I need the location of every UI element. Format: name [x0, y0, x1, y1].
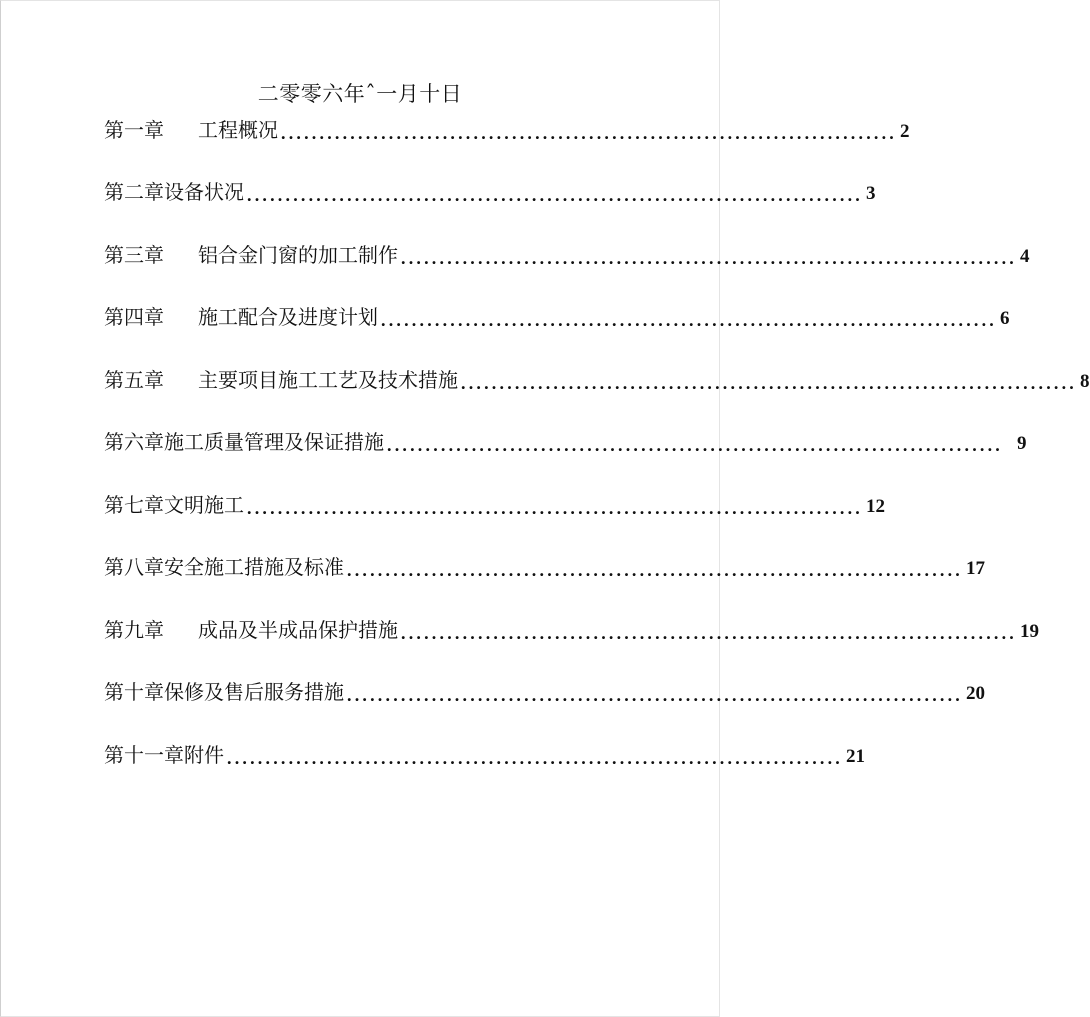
toc-leader-dots: ................................................................................	[247, 498, 863, 518]
toc-title: 设备状况	[164, 180, 244, 204]
toc-leader-dots: ................................................................................	[387, 435, 1003, 455]
toc-leader-dots: ................................................................................	[381, 310, 997, 330]
toc-page-number: 2	[900, 121, 910, 142]
toc-chapter-label: 第一章	[104, 118, 164, 142]
toc-page-number: 17	[966, 558, 985, 579]
toc-entry-9[interactable]	[104, 613, 1039, 643]
toc-leader-dots: ................................................................................	[347, 685, 963, 705]
toc-leader-dots: ................................................................................	[281, 123, 897, 143]
toc-chapter-label: 第二章	[104, 180, 164, 204]
toc-chapter-label: 第八章	[104, 555, 164, 579]
toc-leader-dots: ................................................................................	[247, 185, 863, 205]
toc-chapter-label: 第十一章	[104, 743, 184, 767]
toc-title: 主要项目施工工艺及技术措施	[198, 368, 458, 392]
toc-chapter-label: 第三章	[104, 243, 164, 267]
toc-leader-dots: ................................................................................	[401, 623, 1017, 643]
toc-leader-dots: ................................................................................	[461, 373, 1077, 393]
toc-page-number: 12	[866, 496, 885, 517]
toc-chapter-label: 第六章	[104, 430, 164, 454]
toc-page-number: 9	[1017, 433, 1027, 454]
toc-entry-10[interactable]	[104, 675, 985, 705]
toc-title: 文明施工	[164, 493, 244, 517]
toc-chapter-label: 第四章	[104, 305, 164, 329]
toc-leader-dots: ................................................................................	[401, 248, 1017, 268]
toc-entry-3[interactable]	[104, 238, 1030, 268]
toc-entry-8[interactable]	[104, 550, 985, 580]
toc-page-number: 19	[1020, 621, 1039, 642]
toc-title: 铝合金门窗的加工制作	[198, 243, 398, 267]
toc-entry-1[interactable]	[104, 113, 910, 143]
toc-page-number: 6	[1000, 308, 1010, 329]
toc-title: 施工质量管理及保证措施	[164, 430, 384, 454]
toc-chapter-label: 第七章	[104, 493, 164, 517]
toc-chapter-label: 第十章	[104, 680, 164, 704]
toc-leader-dots: ................................................................................	[227, 748, 843, 768]
toc-title: 附件	[184, 743, 224, 767]
date-line: 二零零六年ˆ一月十日	[257, 82, 463, 106]
toc-leader-dots: ................................................................................	[347, 560, 963, 580]
toc-title: 保修及售后服务措施	[164, 680, 344, 704]
toc-page-number: 3	[866, 183, 876, 204]
toc-entry-7[interactable]	[104, 488, 885, 518]
toc-entry-6[interactable]	[104, 425, 1027, 455]
toc-title: 安全施工措施及标准	[164, 555, 344, 579]
toc-title: 施工配合及进度计划	[198, 305, 378, 329]
toc-title: 工程概况	[198, 118, 278, 142]
toc-entry-5[interactable]	[104, 363, 1090, 393]
toc-page-number: 4	[1020, 246, 1030, 267]
toc-page-number: 20	[966, 683, 985, 704]
toc-page-number: 21	[846, 746, 865, 767]
toc-entry-4[interactable]	[104, 300, 1010, 330]
toc-entry-2[interactable]	[104, 175, 876, 205]
toc-page-number: 8	[1080, 371, 1090, 392]
toc-title: 成品及半成品保护措施	[198, 618, 398, 642]
toc-entry-11[interactable]	[104, 738, 865, 768]
toc-chapter-label: 第九章	[104, 618, 164, 642]
toc-chapter-label: 第五章	[104, 368, 164, 392]
